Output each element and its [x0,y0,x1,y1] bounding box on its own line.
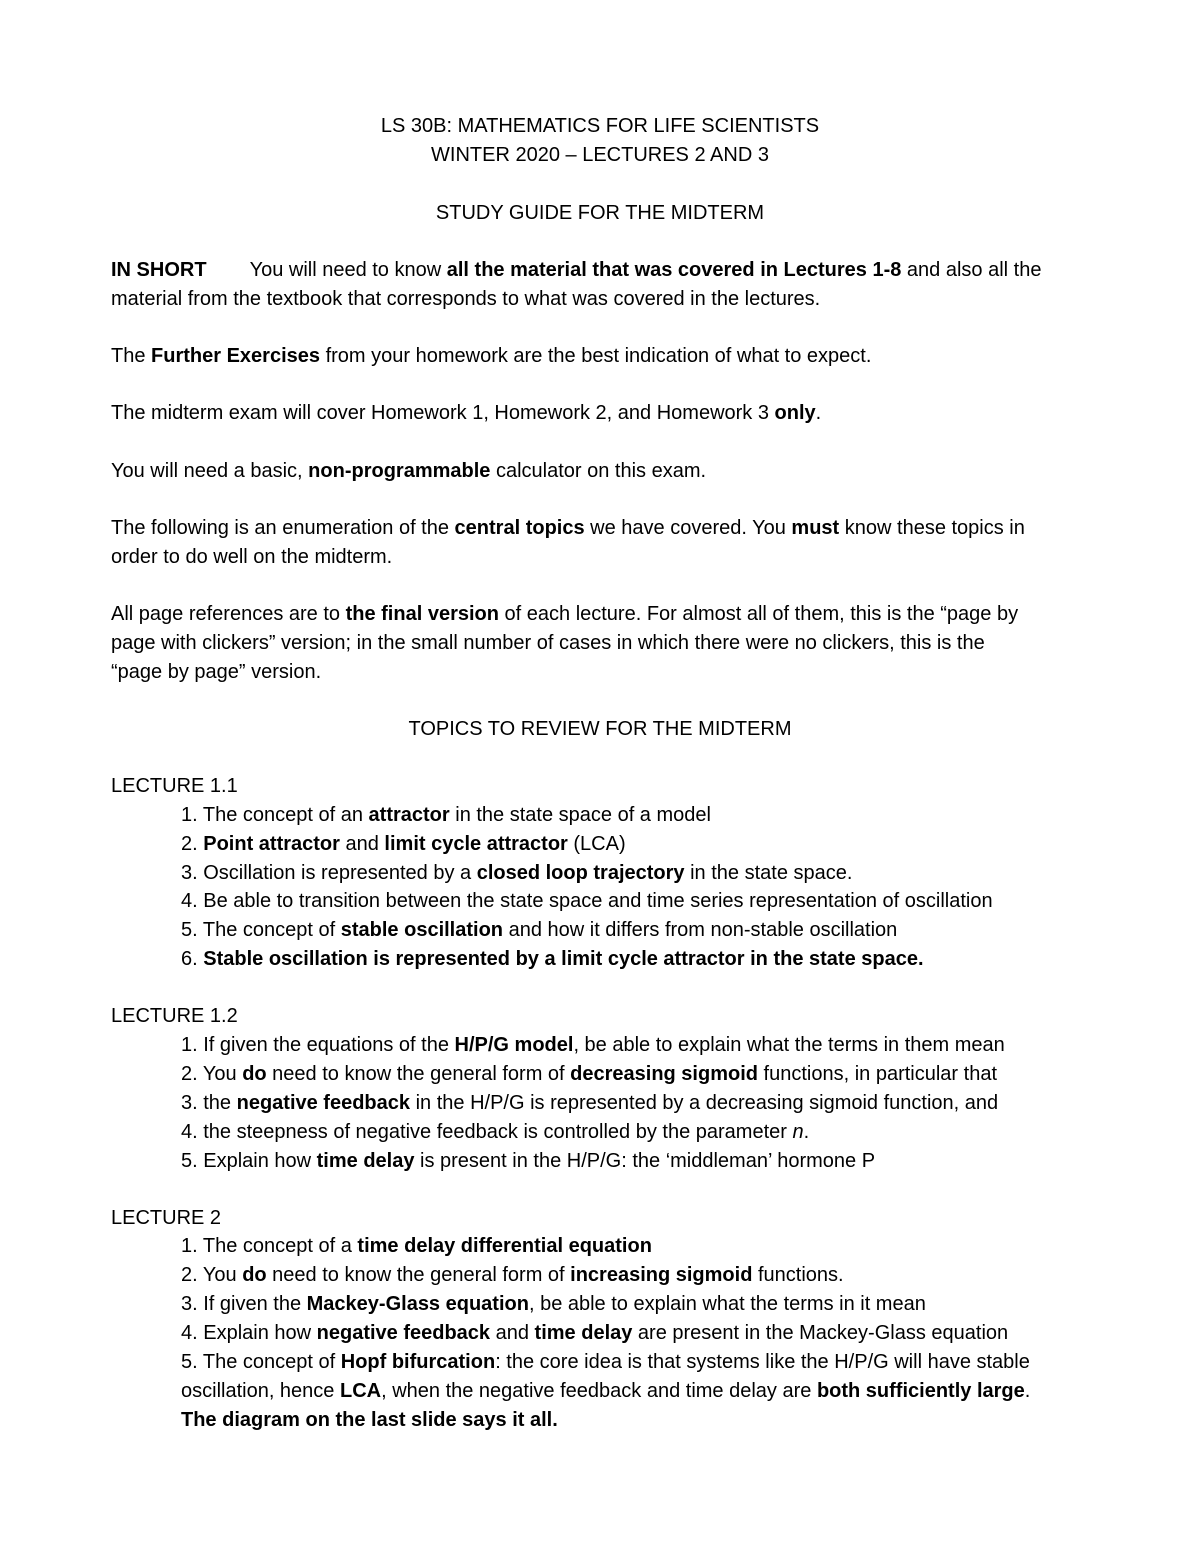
list-item: 6. Stable oscillation is represented by a limit cycle attractor in the state space. [181,948,924,970]
list-item: 5. Explain how time delay is present in the H/P/G: the ‘middleman’ hormone P [181,1150,876,1172]
lecture-1-2-heading: LECTURE 1.2 [111,1005,238,1027]
list-item: 4. Explain how negative feedback and time delay are present in the Mackey-Glass equation [181,1322,1009,1344]
list-item: 3. If given the Mackey-Glass equation, be able to explain what the terms in it mean [181,1293,926,1315]
course-title: LS 30B: MATHEMATICS FOR LIFE SCIENTISTS [380,115,820,137]
list-item-continuation: The diagram on the last slide says it all. [181,1409,558,1431]
central-topics-line-2: order to do well on the midterm. [111,546,393,568]
exam-coverage-paragraph: The midterm exam will cover Homework 1, Homework 2, and Homework 3 only. [111,402,822,424]
page-references-line-2: page with clickers” version; in the small number of cases in which there were no clickers, this is the [111,632,985,654]
guide-title: STUDY GUIDE FOR THE MIDTERM [435,202,765,224]
list-item: 2. You do need to know the general form of increasing sigmoid functions. [181,1264,844,1286]
list-item: 1. The concept of an attractor in the state space of a model [181,804,711,826]
list-item: 3. the negative feedback in the H/P/G is represented by a decreasing sigmoid function, and [181,1092,999,1114]
list-item-continuation: oscillation, hence LCA, when the negative feedback and time delay are both sufficiently large. [181,1380,1031,1402]
list-item: 1. If given the equations of the H/P/G model, be able to explain what the terms in them mean [181,1034,1005,1056]
list-item: 4. the steepness of negative feedback is controlled by the parameter n. [181,1121,810,1143]
term-title: WINTER 2020 – LECTURES 2 AND 3 [431,144,769,166]
page-references-line-3: “page by page” version. [111,661,322,683]
calculator-paragraph: You will need a basic, non-programmable calculator on this exam. [111,460,707,482]
in-short-label: IN SHORT [111,259,207,281]
lecture-2-heading: LECTURE 2 [111,1207,222,1229]
review-heading: TOPICS TO REVIEW FOR THE MIDTERM [408,718,792,740]
further-exercises-paragraph: The Further Exercises from your homework are the best indication of what to expect. [111,345,872,367]
lecture-1-1-heading: LECTURE 1.1 [111,775,238,797]
list-item: 5. The concept of stable oscillation and how it differs from non-stable oscillation [181,919,898,941]
list-item: 2. Point attractor and limit cycle attractor (LCA) [181,833,626,855]
in-short-line-1: IN SHORT You will need to know all the material that was covered in Lectures 1-8 and also all the [111,259,1042,281]
central-topics-line-1: The following is an enumeration of the central topics we have covered. You must know these topics in [111,517,1025,539]
list-item: 2. You do need to know the general form of decreasing sigmoid functions, in particular that [181,1063,997,1085]
list-item: 5. The concept of Hopf bifurcation: the core idea is that systems like the H/P/G will have stable [181,1351,1030,1373]
page-references-line-1: All page references are to the final version of each lecture. For almost all of them, this is the “page by [111,603,1019,625]
list-item: 4. Be able to transition between the state space and time series representation of oscillation [181,890,993,912]
list-item: 1. The concept of a time delay differential equation [181,1235,652,1257]
in-short-line-2: material from the textbook that corresponds to what was covered in the lectures. [111,288,821,310]
list-item: 3. Oscillation is represented by a closed loop trajectory in the state space. [181,862,853,884]
